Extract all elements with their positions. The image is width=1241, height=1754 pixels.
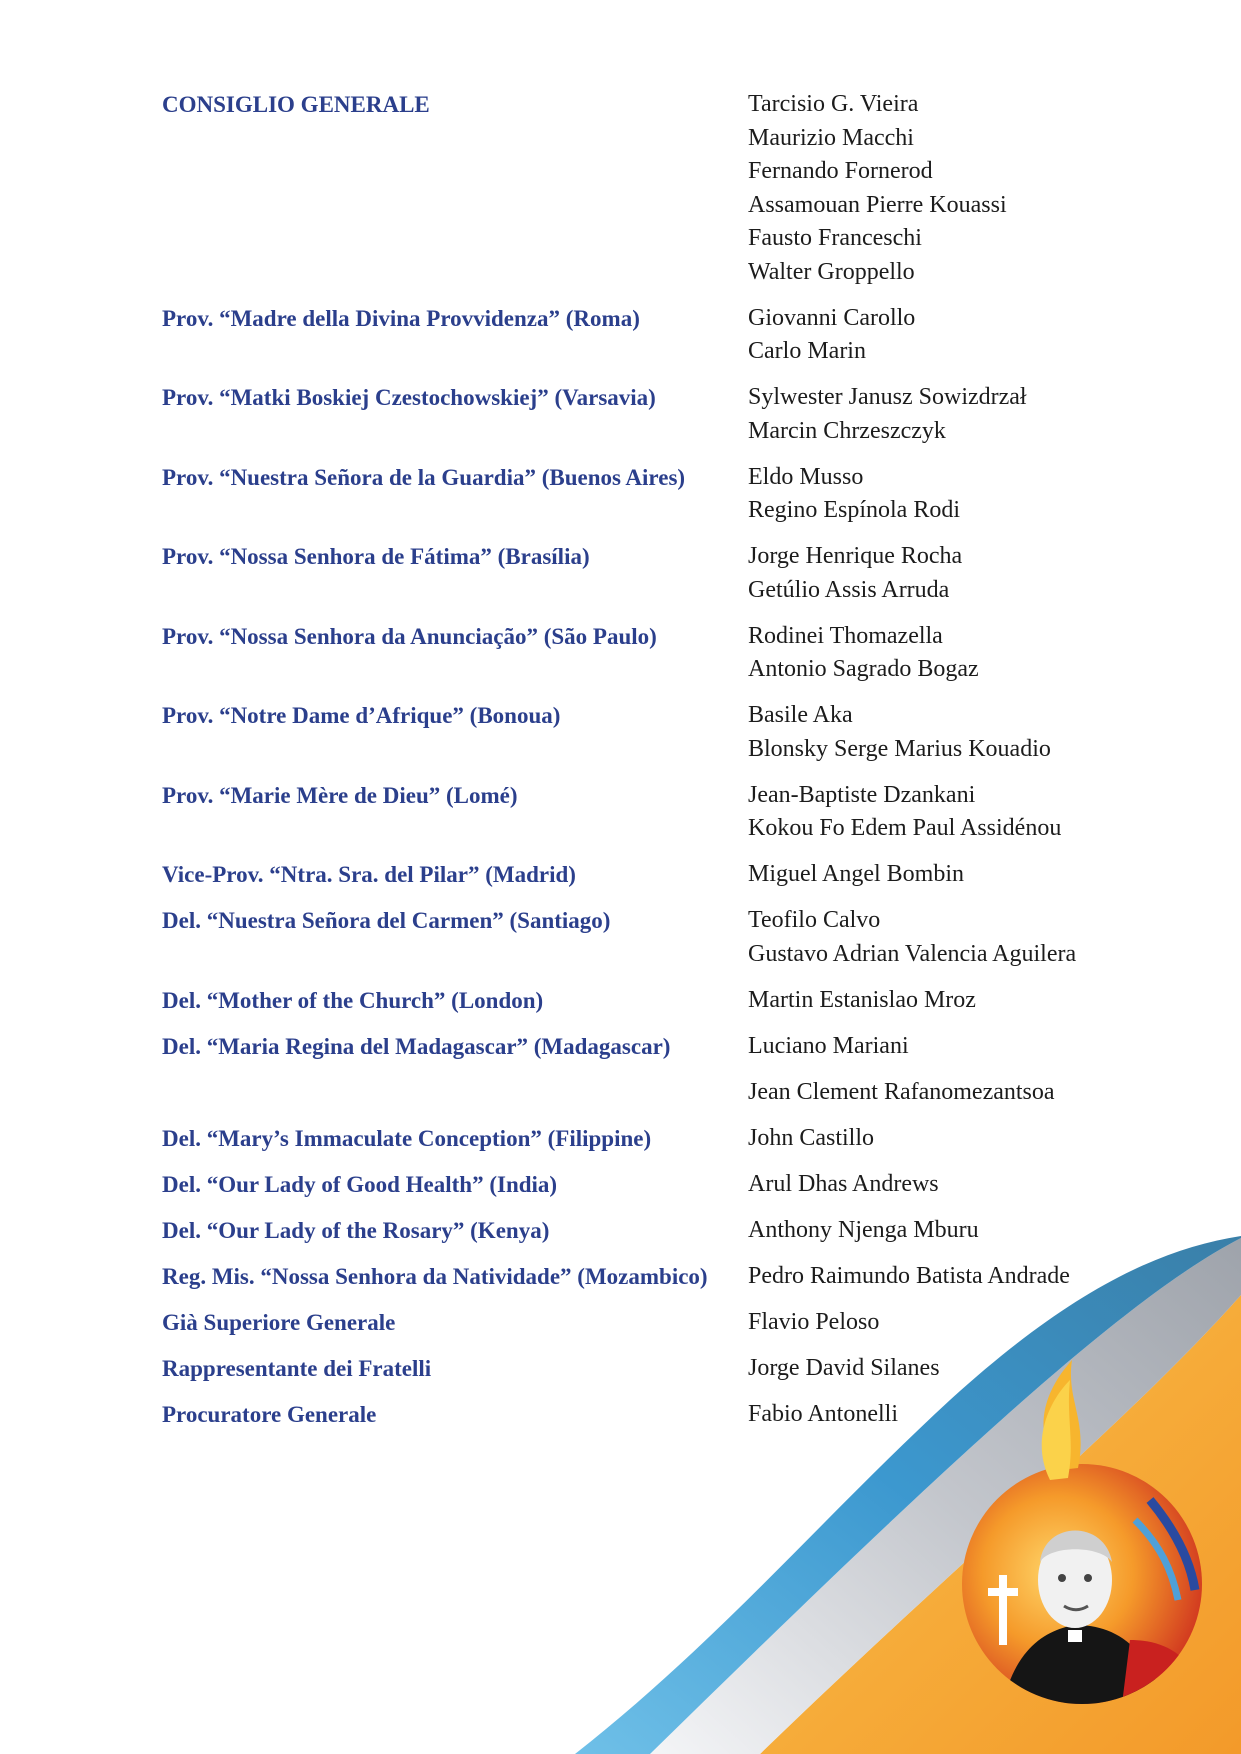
member-name: Fausto Franceschi [748,225,922,251]
member-names [748,381,1027,448]
member-name: Martin Estanislao Mroz [748,986,976,1013]
member-name: Fernando Fornerod [748,158,933,184]
member-name: Luciano Mariani [748,1032,909,1059]
member-name: Pedro Raimundo Batista Andrade [748,1262,1070,1289]
member-name: Jorge David Silanes [748,1354,940,1381]
community-label: Vice-Prov. “Ntra. Sra. del Pilar” (Madrid) [162,862,576,887]
member-name: Antonio Sagrado Bogaz [748,656,979,682]
member-names [748,1030,909,1064]
member-names [748,1260,1070,1294]
member-name: Getúlio Assis Arruda [748,576,950,603]
community-label: Prov. “Nuestra Señora de la Guardia” (Buenos Aires) [162,464,686,490]
member-name: Carlo Marin [748,338,866,364]
member-name: Gustavo Adrian Valencia Aguilera [748,940,1077,967]
member-names [748,461,960,528]
member-name: Miguel Angel Bombin [748,861,964,887]
member-names [748,699,1051,766]
member-name: Teofilo Calvo [748,907,881,933]
member-names [748,984,976,1018]
community-label: CONSIGLIO GENERALE [162,92,430,117]
community-label: Del. “Mary’s Immaculate Conception” (Filippine) [162,1125,652,1151]
member-name: Jean-Baptiste Dzankani [748,781,976,808]
member-names [748,1352,940,1386]
member-name: Jean Clement Rafanomezantsoa [748,1078,1055,1105]
member-name: Assamouan Pierre Kouassi [748,191,1007,218]
member-name: Fabio Antonelli [748,1400,898,1427]
community-label: Del. “Mother of the Church” (London) [162,987,544,1013]
member-names [748,540,962,607]
member-name: Eldo Musso [748,463,864,490]
member-name: Tarcisio G. Vieira [748,91,919,117]
member-names [748,779,1061,846]
community-label: Del. “Our Lady of the Rosary” (Kenya) [162,1217,550,1243]
community-label: Procuratore Generale [162,1401,377,1427]
member-name: John Castillo [748,1124,875,1151]
member-name: Regino Espínola Rodi [748,497,960,523]
community-label: Prov. “Nossa Senhora de Fátima” (Brasília) [162,544,590,569]
community-label: Prov. “Marie Mère de Dieu” (Lomé) [162,782,518,808]
member-name: Giovanni Carollo [748,304,916,331]
member-names [748,620,979,687]
community-label: Del. “Nuestra Señora del Carmen” (Santiago) [162,908,611,933]
member-name: Marcin Chrzeszczyk [748,417,946,444]
member-name: Sylwester Janusz Sowizdrzał [748,384,1027,410]
member-name: Flavio Peloso [748,1308,880,1335]
member-name: Rodinei Thomazella [748,622,943,649]
member-names [748,1168,939,1202]
member-name: Anthony Njenga Mburu [748,1216,979,1243]
member-names [748,1306,879,1340]
member-names [748,1398,898,1432]
community-label: Del. “Our Lady of Good Health” (India) [162,1171,558,1197]
community-label: Rappresentante dei Fratelli [162,1355,432,1381]
community-label: Reg. Mis. “Nossa Senhora da Natividade” (Mozambico) [162,1263,708,1289]
member-names [748,302,915,369]
member-names [748,1076,1055,1110]
member-name: Maurizio Macchi [748,124,914,151]
community-label: Prov. “Nossa Senhora da Anunciação” (São Paulo) [162,623,657,649]
member-name: Jorge Henrique Rocha [748,543,963,569]
member-name: Basile Aka [748,702,853,728]
community-label: Prov. “Madre della Divina Provvidenza” (Roma) [162,305,640,331]
community-label: Già Superiore Generale [162,1309,396,1335]
community-label: Prov. “Notre Dame d’Afrique” (Bonoua) [162,703,561,728]
member-names [748,1122,874,1156]
member-names [748,858,964,892]
member-names [748,1214,979,1248]
member-name: Blonsky Serge Marius Kouadio [748,735,1051,762]
member-names [748,904,1076,971]
member-name: Kokou Fo Edem Paul Assidénou [748,815,1062,841]
member-name: Arul Dhas Andrews [748,1170,939,1197]
community-label: Prov. “Matki Boskiej Czestochowskiej” (Varsavia) [162,385,656,410]
community-label: Del. “Maria Regina del Madagascar” (Madagascar) [162,1033,671,1059]
member-name: Walter Groppello [748,258,915,285]
member-names [748,88,1007,289]
